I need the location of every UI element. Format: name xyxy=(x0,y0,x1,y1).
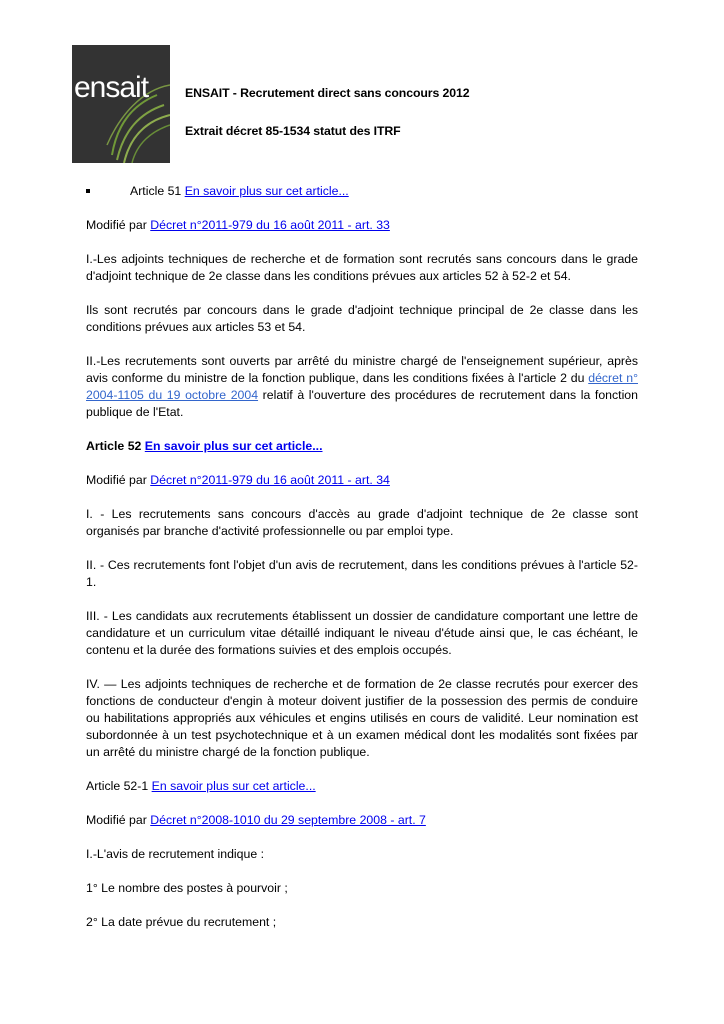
paragraph xyxy=(86,353,638,421)
article-label: Article 52-1 xyxy=(86,779,152,793)
decree-link[interactable]: Décret n°2011-979 du 16 août 2011 - art. 34 xyxy=(150,473,390,487)
modified-prefix: Modifié par xyxy=(86,218,151,232)
paragraph: II. - Ces recrutements font l'objet d'un avis de recrutement, dans les conditions prévues à l'article 52-1. xyxy=(86,558,638,589)
article-51-heading xyxy=(86,183,638,200)
logo-text: ensait xyxy=(74,71,149,104)
decree-link[interactable]: Décret n°2008-1010 du 29 septembre 2008 - art. 7 xyxy=(150,813,426,827)
article-52-1-heading xyxy=(86,778,638,795)
article-label: Article 51 xyxy=(130,184,185,198)
paragraph: III. - Les candidats aux recrutements établissent un dossier de candidature comportant une lettre de candidature et un curriculum vitae détaillé indiquant le niveau d'étude ainsi que, le cas échéant, le contenu et la durée des formations suivies et des emplois occupés. xyxy=(86,609,638,657)
paragraph: I. - Les recrutements sans concours d'accès au grade d'adjoint technique de 2e classe sont organisés par branche d'activité professionnelle ou par emploi type. xyxy=(86,507,638,538)
paragraph: I.-L'avis de recrutement indique : xyxy=(86,847,265,861)
article-51-modified xyxy=(86,217,638,234)
paragraph: 1° Le nombre des postes à pourvoir ; xyxy=(86,881,288,895)
decree-2004-link[interactable]: décret n° 2004-1105 du 19 octobre 2004 xyxy=(86,371,638,402)
document-subtitle: Extrait décret 85-1534 statut des ITRF xyxy=(185,124,401,138)
modified-prefix: Modifié par xyxy=(86,473,151,487)
ensait-logo xyxy=(72,45,170,163)
article-52-heading xyxy=(86,438,638,455)
article-52-1-more-link[interactable]: En savoir plus sur cet article... xyxy=(151,779,316,793)
paragraph: Ils sont recrutés par concours dans le grade d'adjoint technique principal de 2e classe dans les conditions prévues aux articles 53 et 54. xyxy=(86,303,638,334)
article-label: Article 52 xyxy=(86,439,145,453)
paragraph-text: II.-Les recrutements sont ouverts par arrêté du ministre chargé de l'enseignement supérieur, après avis conforme du ministre de la fonction publique, dans les conditions fixées à l'article 2 du xyxy=(86,354,638,385)
document-title: ENSAIT - Recrutement direct sans concours 2012 xyxy=(185,86,470,100)
document-body xyxy=(86,183,638,948)
paragraph: I.-Les adjoints techniques de recherche et de formation sont recrutés sans concours dans le grade d'adjoint technique de 2e classe dans les conditions prévues aux articles 52 à 52-2 et 54. xyxy=(86,252,638,283)
bullet-icon xyxy=(86,189,90,193)
paragraph: 2° La date prévue du recrutement ; xyxy=(86,915,277,929)
article-52-1-modified xyxy=(86,812,638,829)
article-52-more-link[interactable]: En savoir plus sur cet article... xyxy=(144,439,323,453)
article-52-modified xyxy=(86,472,638,489)
paragraph-text: relatif à l'ouverture des procédures de recrutement dans la fonction publique de l'Etat. xyxy=(86,388,638,419)
modified-prefix: Modifié par xyxy=(86,813,151,827)
article-51-more-link[interactable]: En savoir plus sur cet article... xyxy=(184,184,349,198)
paragraph: IV. ― Les adjoints techniques de recherche et de formation de 2e classe recrutés pour exercer des fonctions de conducteur d'engin à moteur doivent justifier de la possession des permis de conduire ou habilitations appropriés aux véhicules et engins utilisés en cours de validité. Leur nomination est subordonnée à un test psychotechnique et à un examen médical dont les modalités sont fixées par un arrêté du ministre chargé de la fonction publique. xyxy=(86,677,638,759)
decree-link[interactable]: Décret n°2011-979 du 16 août 2011 - art. 33 xyxy=(150,218,390,232)
